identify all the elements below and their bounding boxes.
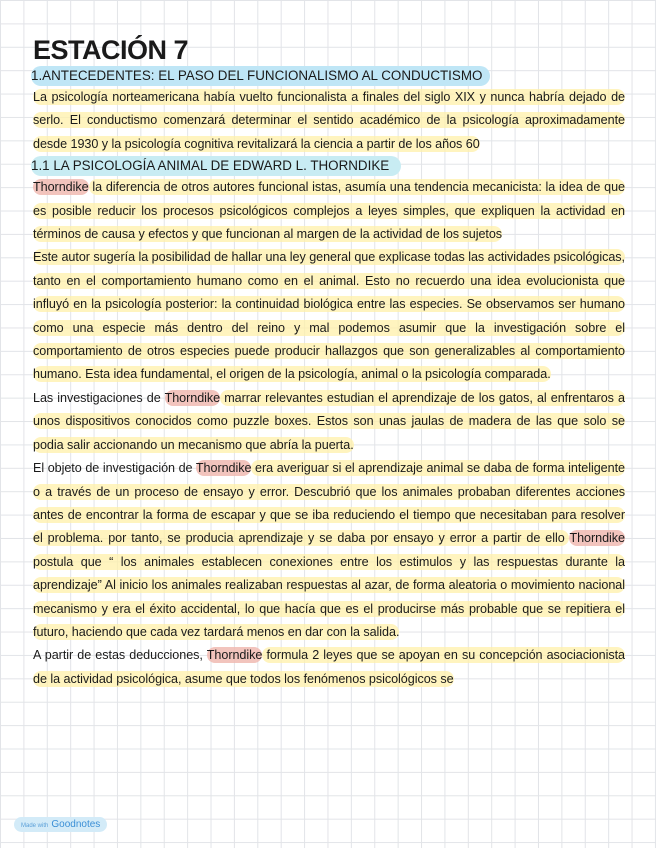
- page-title: ESTACIÓN 7: [33, 35, 189, 65]
- paragraph-ensayo-error: [33, 457, 625, 644]
- paragraph-ley-general: [33, 246, 625, 386]
- paragraph-antecedentes: [33, 86, 625, 156]
- paragraph-leyes: [33, 644, 625, 691]
- highlighted-text: marrar relevantes estudian el aprendizaje de los gatos, al enfrentaros a unos dispositivos conocidos como puzzle boxes. Estos son unas jaulas de madera de las que solo se podia salir accionando un mecanismo que abría la puerta.: [33, 390, 625, 452]
- highlighted-text: era averiguar si el aprendizaje animal se daba de forma inteligente o a través de un proceso de ensayo y error. Descubrió que los animales probaban diferentes acciones antes de encontrar la forma de escapar y que se iba reduciendo el tiempo que necesitaban para resolver el problema. por tanto, se producia aprendizaje y se daba por ensayo y error a partir de ello: [33, 461, 625, 546]
- highlighted-text: postula que “ los animales establecen conexiones entre los estimulos y las respuestas durante la aprendizaje” Al inicio los animales realizaban respuestas al azar, de forma aleatoria o movimiento nacional mecanismo y era el éxito accidental, lo que hacía que es el producirse más probable que se repitiera el futuro, haciendo que cada vez tardará menos en dar con la salida.: [33, 554, 625, 639]
- name-highlight: Thorndike: [206, 648, 263, 663]
- section-heading-antecedentes: 1.ANTECEDENTES: EL PASO DEL FUNCIONALISMO AL CONDUCTISMO: [31, 66, 490, 86]
- name-highlight: Thorndike: [569, 531, 625, 546]
- plain-text: Las investigaciones de: [33, 390, 165, 405]
- highlighted-text: formula 2 leyes que se apoyan en su concepción asociacionista de la actividad psicológica, asume que todos los fenómenos psicológicos se: [33, 648, 625, 686]
- name-highlight: Thorndike: [33, 180, 89, 195]
- highlighted-text: la diferencia de otros autores funcional istas, asumía una tendencia mecanicista: la idea de que es posible reducir los procesos psicológicos complejos a leyes simples, que expliquen la actividad en términos de causa y efectos y que funcionan al margen de la actividad de los sujetos: [33, 180, 625, 242]
- name-highlight: Thorndike: [164, 390, 221, 405]
- badge-brand: Goodnotes: [51, 819, 101, 830]
- highlighted-text: La psicología norteamericana había vuelto funcionalista a finales del siglo XIX y nunca habría dejado de serlo. El conductismo comenzará determinar el sentido académico de la psicología aproximadamente desde 1930 y la psicología cognitiva revitalizará la ciencia a partir de los años 60: [33, 90, 625, 151]
- highlighted-text: Este autor sugería la posibilidad de hallar una ley general que explicase todas las actividades psicológicas, tanto en el comportamiento humano como en el animal. Esto no recuerdo una idea evolucionista que influyó en la psicología posterior: la continuidad biológica entre las especies. Se observamos ser humano como una especie más dentro del reino y mal podemos asumir que la investigación sobre el comportamiento de otros especies puede producir hallazgos que son generalizables al comportamiento humano. Esta idea fundamental, el origen de la psicología, animal o la psicología comparada.: [33, 250, 625, 382]
- badge-prefix: Made with: [21, 823, 49, 829]
- plain-text: El objeto de investigación de: [33, 461, 196, 476]
- name-highlight: Thorndike: [195, 461, 252, 476]
- made-with-goodnotes-badge: [14, 817, 107, 832]
- plain-text: A partir de estas deducciones,: [33, 648, 207, 663]
- note-page: [33, 30, 625, 691]
- paragraph-thorndike-intro: [33, 176, 625, 246]
- section-heading-thorndike: 1.1 LA PSICOLOGÍA ANIMAL DE EDWARD L. THORNDIKE: [31, 156, 401, 176]
- paragraph-puzzle-boxes: [33, 387, 625, 457]
